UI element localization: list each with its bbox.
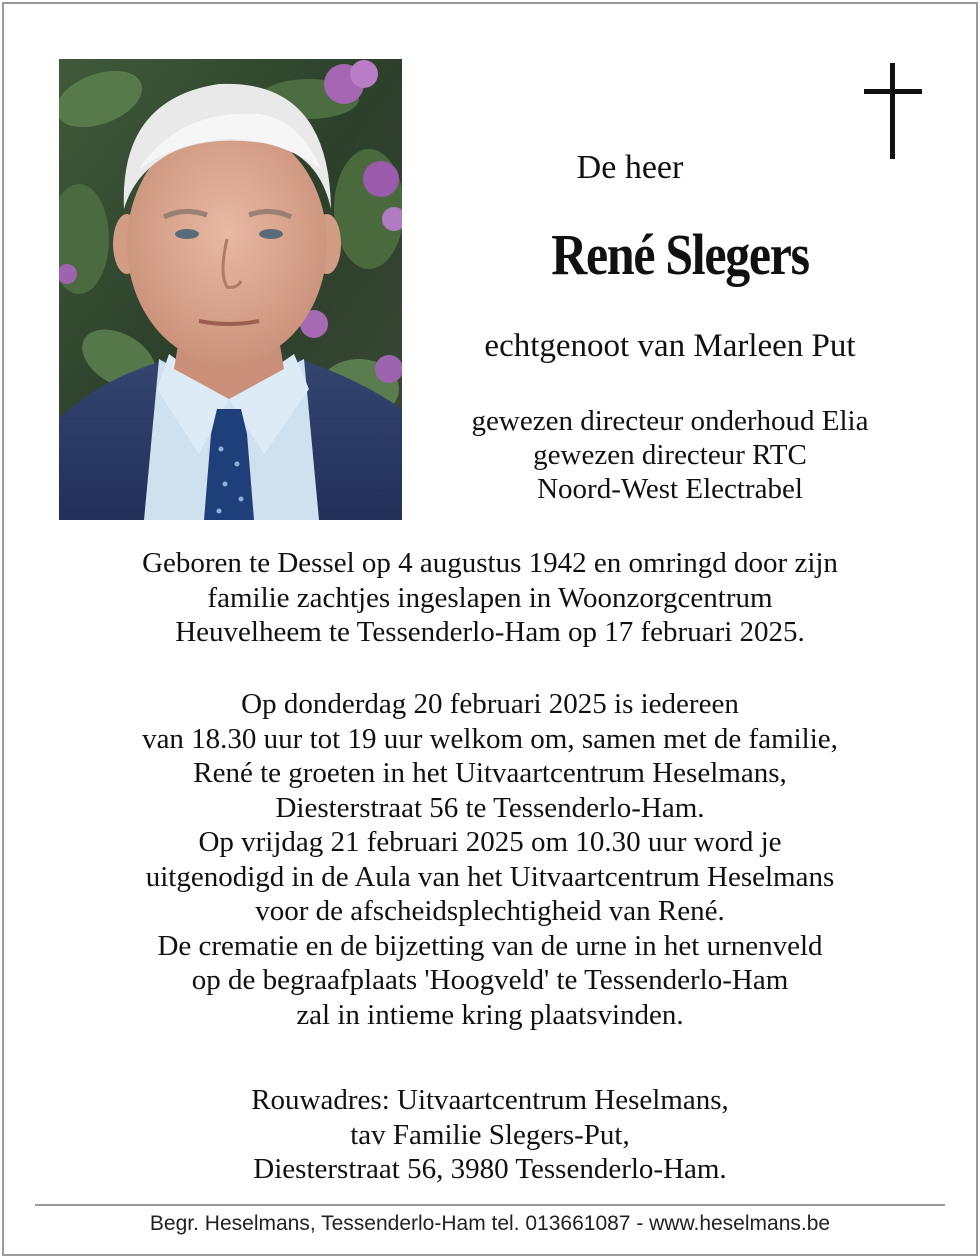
mourning-address bbox=[40, 1083, 940, 1187]
text-line: Op donderdag 20 februari 2025 is iedereen bbox=[241, 688, 739, 720]
text-line: Geboren te Dessel op 4 augustus 1942 en omringd door zijn bbox=[142, 547, 838, 579]
spouse-line: echtgenoot van Marleen Put bbox=[484, 328, 856, 364]
footer-divider bbox=[35, 1204, 945, 1206]
text-line: van 18.30 uur tot 19 uur welkom om, samen met de familie, bbox=[142, 722, 838, 755]
text-line: René te groeten in het Uitvaartcentrum Heselmans, bbox=[193, 757, 787, 789]
text-line: voor de afscheidsplechtigheid van René. bbox=[255, 895, 725, 927]
deceased-name: René Slegers bbox=[551, 222, 809, 287]
role-line: gewezen directeur RTC bbox=[533, 439, 807, 471]
birth-death-paragraph bbox=[40, 546, 940, 650]
salutation: De heer bbox=[576, 149, 684, 186]
text-line: familie zachtjes ingeslapen in Woonzorgcentrum bbox=[207, 581, 773, 614]
role-line: Noord-West Electrabel bbox=[537, 473, 803, 505]
text-line: Op vrijdag 21 februari 2025 om 10.30 uur word je bbox=[198, 826, 782, 858]
text-line: Rouwadres: Uitvaartcentrum Heselmans, bbox=[251, 1084, 729, 1116]
text-line: Diesterstraat 56, 3980 Tessenderlo-Ham. bbox=[253, 1153, 727, 1185]
text-line: Heuvelheem te Tessenderlo-Ham op 17 februari 2025. bbox=[175, 616, 805, 648]
funeral-service-paragraph bbox=[40, 687, 940, 1032]
text-line: zal in intieme kring plaatsvinden. bbox=[296, 998, 684, 1031]
former-roles bbox=[420, 404, 920, 506]
text-line: uitgenodigd in de Aula van het Uitvaartcentrum Heselmans bbox=[145, 860, 835, 893]
portrait-photo bbox=[59, 59, 402, 520]
text-line: tav Familie Slegers-Put, bbox=[350, 1118, 630, 1151]
text-line: De crematie en de bijzetting van de urne in het urnenveld bbox=[157, 929, 823, 962]
latin-cross-icon bbox=[864, 63, 922, 159]
text-line: op de begraafplaats 'Hoogveld' te Tessenderlo-Ham bbox=[191, 964, 789, 996]
funeral-home-footer: Begr. Heselmans, Tessenderlo-Ham tel. 013661087 - www.heselmans.be bbox=[149, 1212, 831, 1235]
role-line: gewezen directeur onderhoud Elia bbox=[471, 405, 869, 437]
text-line: Diesterstraat 56 te Tessenderlo-Ham. bbox=[275, 791, 705, 824]
